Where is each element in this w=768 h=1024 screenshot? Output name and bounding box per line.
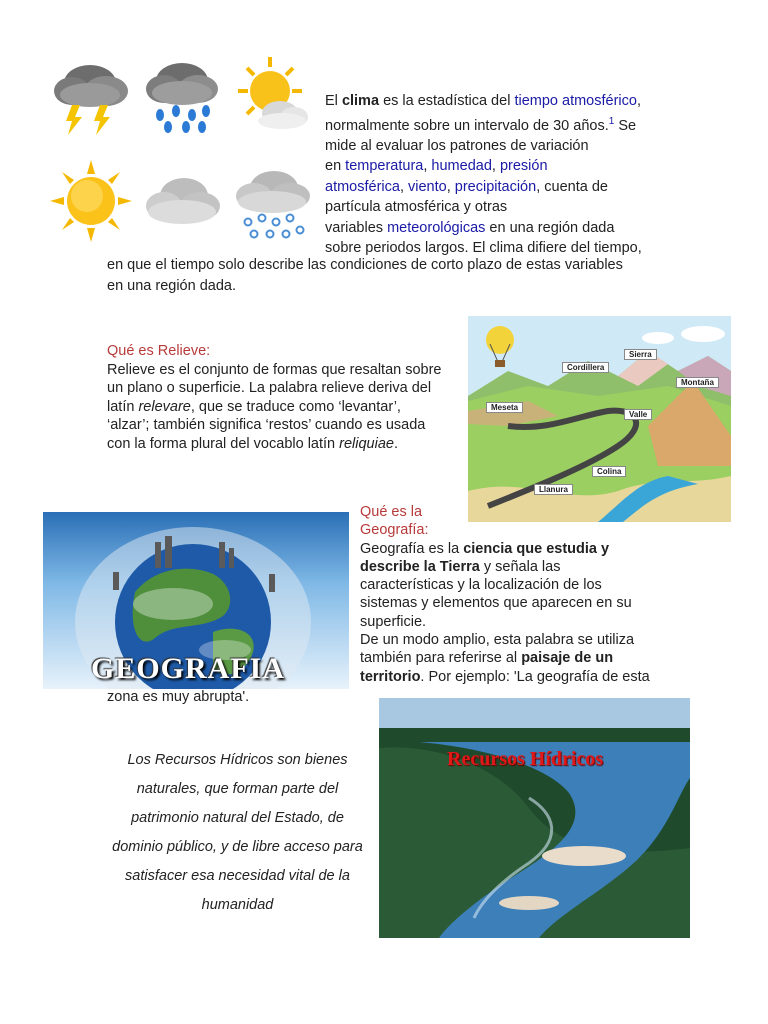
relieve-landscape-image xyxy=(468,316,731,522)
weather-icons-grid xyxy=(50,55,315,245)
text: superficie. xyxy=(360,613,427,630)
text: Se xyxy=(614,117,637,134)
text: territorio xyxy=(360,668,421,685)
geografia-earth-image xyxy=(43,512,349,689)
text: también para referirse al xyxy=(360,650,518,667)
text: latín xyxy=(107,398,135,415)
text: , xyxy=(446,178,451,195)
text: describe la Tierra xyxy=(360,558,480,575)
text: Los Recursos Hídricos son bienes xyxy=(127,752,348,768)
link-meteorologicas[interactable]: meteorológicas xyxy=(387,219,486,236)
text: , que se traduce como ‘levantar’, xyxy=(190,398,401,415)
text: . Por ejemplo: 'La geografía de esta xyxy=(420,668,650,685)
storm-cloud-icon xyxy=(50,55,132,137)
map-label-cordillera: Cordillera xyxy=(562,362,609,373)
link-presion[interactable]: presión xyxy=(499,158,548,175)
map-label-colina: Colina xyxy=(592,466,626,477)
map-label-valle: Valle xyxy=(624,409,652,420)
text: en que el tiempo solo describe las condiciones de corto plazo de estas variables xyxy=(107,257,623,273)
text: , xyxy=(491,158,496,175)
text: naturales, que forman parte del xyxy=(136,781,339,797)
text: Relieve es el conjunto de formas que resaltan sobre xyxy=(107,361,442,378)
term-relevare: relevare xyxy=(138,398,191,415)
text: patrimonio natural del Estado, de xyxy=(131,810,344,826)
text: El xyxy=(325,93,338,109)
sun-icon xyxy=(50,160,132,242)
link-atmosferica[interactable]: atmosférica xyxy=(325,178,400,195)
text: , xyxy=(636,93,641,109)
link-temperatura[interactable]: temperatura xyxy=(345,158,424,175)
link-precipitacion[interactable]: precipitación xyxy=(454,178,537,195)
map-label-montana: Montaña xyxy=(676,377,719,388)
link-tiempo-atmosferico[interactable]: tiempo atmosférico xyxy=(514,93,637,109)
text: dominio público, y de libre acceso para xyxy=(112,839,363,855)
text: humanidad xyxy=(201,897,274,913)
link-humedad[interactable]: humedad xyxy=(431,158,492,175)
clima-paragraph-continued xyxy=(107,255,707,296)
text: partícula atmosférica y otras xyxy=(325,199,508,216)
text: , xyxy=(399,178,404,195)
text: ‘alzar’; también significa ‘restos’ cuando es usada xyxy=(107,417,426,433)
text: sistemas y elementos que aparecen en su xyxy=(360,595,632,612)
geografia-heading-2: Geografía: xyxy=(360,522,429,539)
text: Geografía es la xyxy=(360,540,460,557)
text: un plano o superficie. La palabra relieve deriva del xyxy=(107,380,432,396)
text: es la estadística del xyxy=(383,93,511,109)
text: en xyxy=(325,158,342,175)
text: normalmente sobre un intervalo de 30 años. xyxy=(325,117,609,134)
relieve-heading: Qué es Relieve: xyxy=(107,343,211,359)
geografia-section-continued xyxy=(107,688,249,706)
text: variables xyxy=(325,219,384,236)
text: , cuenta de xyxy=(536,178,608,195)
text: ciencia que estudia y xyxy=(463,540,610,557)
term-reliquiae: reliquiae xyxy=(339,435,394,452)
footnote-link[interactable]: 1 xyxy=(608,115,615,127)
link-viento[interactable]: viento xyxy=(408,178,447,195)
clima-paragraph xyxy=(325,91,670,259)
geografia-heading: Qué es la xyxy=(360,504,423,520)
partly-sunny-icon xyxy=(230,55,312,137)
text: en una región dada xyxy=(489,219,615,236)
recursos-hidricos-image xyxy=(379,698,690,938)
text: y señala las xyxy=(483,558,561,575)
geografia-image-title: GEOGRAFIA xyxy=(91,652,286,685)
text: en una región dada. xyxy=(107,277,236,294)
text: De un modo amplio, esta palabra se utiliza xyxy=(360,632,635,649)
text: paisaje de un xyxy=(521,650,614,667)
text: . xyxy=(393,435,398,452)
geografia-section xyxy=(360,503,680,686)
cloud-icon xyxy=(140,160,222,242)
text: , xyxy=(423,158,428,175)
recursos-image-title: Recursos Hídricos xyxy=(447,748,604,770)
term-clima: clima xyxy=(341,93,380,109)
map-label-sierra: Sierra xyxy=(624,349,657,360)
text: con la forma plural del vocablo latín xyxy=(107,435,336,452)
map-label-meseta: Meseta xyxy=(486,402,523,413)
hail-cloud-icon xyxy=(230,160,312,242)
text: satisfacer esa necesidad vital de la xyxy=(125,868,350,884)
map-label-llanura: Llanura xyxy=(534,484,573,495)
relieve-section xyxy=(107,342,462,453)
text: mide al evaluar los patrones de variación xyxy=(325,137,589,154)
recursos-hidricos-text xyxy=(100,746,375,920)
rain-cloud-icon xyxy=(140,55,222,137)
text: zona es muy abrupta'. xyxy=(107,689,250,705)
text: sobre periodos largos. El clima difiere del tiempo, xyxy=(325,240,642,257)
text: características y la localización de los xyxy=(360,577,602,594)
